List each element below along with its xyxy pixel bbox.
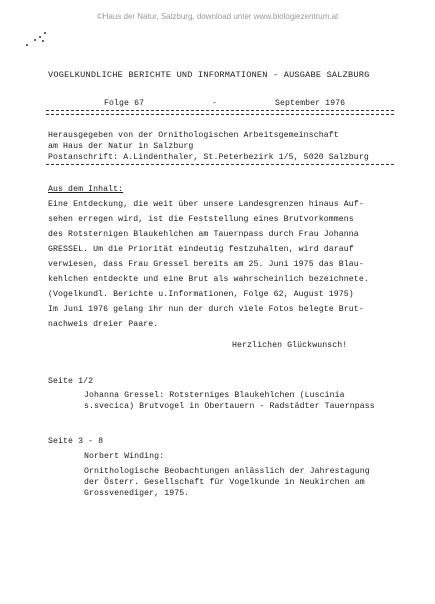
header-rule-bottom: [46, 114, 394, 115]
intro-line: nachweis dreier Paare.: [48, 320, 159, 329]
issue-separator: -: [212, 99, 218, 108]
congratulations-line: Herzlichen Glückwunsch!: [232, 341, 348, 350]
publisher-line: am Haus der Natur in Salzburg: [48, 142, 194, 151]
entry-pages: Seite 3 - 8: [48, 437, 104, 446]
entry-line: s.svecica) Brutvogel in Obertauern - Radstädter Tauernpass: [84, 402, 375, 411]
publisher-address: Postanschrift: A.Lindenthaler, St.Peterbezirk 1/5, 5020 Salzburg: [48, 153, 369, 162]
intro-line: (Vogelkundl. Berichte u.Informationen, Folge 62, August 1975): [48, 290, 354, 299]
entry-pages: Seite 1/2: [48, 377, 94, 386]
entry-line: Grossvenediger, 1975.: [84, 489, 190, 498]
issue-number: Folge 67: [104, 99, 145, 108]
intro-line: verwiesen, dass Frau Gressel bereits am 25. Juni 1975 das Blau-: [48, 260, 364, 269]
watermark: ©Haus der Natur, Salzburg, download unter www.biologiezentrum.at: [96, 12, 339, 21]
contents-heading: Aus dem Inhalt:: [48, 185, 124, 194]
intro-line: GRESSEL. Um die Priorität eindeutig festzuhalten, wird darauf: [48, 245, 354, 254]
entry-line: der Österr. Gesellschaft für Vogelkunde in Neukirchen am: [84, 478, 365, 487]
entry-line: Ornithologische Beobachtungen anlässlich der Jahrestagung: [84, 467, 370, 476]
intro-line: Im Juni 1976 gelang ihr nun der durch viele Fotos belegte Brut-: [48, 305, 364, 314]
intro-line: kehlchen entdeckte und eine Brut als wahrscheinlich bezeichnete.: [48, 275, 369, 284]
entry-line: Norbert Winding:: [84, 452, 165, 461]
newsletter-title: VOGELKUNDLICHE BERICHTE UND INFORMATIONEN - AUSGABE SALZBURG: [48, 70, 370, 80]
scan-speck-marks: [22, 30, 52, 50]
intro-line: sehen erregen wird, ist die Feststellung eines Brutvorkommens: [48, 215, 354, 224]
header-rule-top: [46, 110, 394, 111]
issue-date: September 1976: [275, 99, 346, 108]
intro-line: des Rotsternigen Blaukehlchen am Tauernpass durch Frau Johanna: [48, 230, 359, 239]
entry-line: Johanna Gressel: Rotsterniges Blaukehlchen (Luscinia: [84, 391, 345, 400]
publisher-line: Herausgegeben von der Ornithologischen Arbeitsgemeinschaft: [48, 131, 339, 140]
publisher-rule: [46, 164, 394, 165]
intro-line: Eine Entdeckung, die weit über unsere Landesgrenzen hinaus Auf-: [48, 200, 364, 209]
